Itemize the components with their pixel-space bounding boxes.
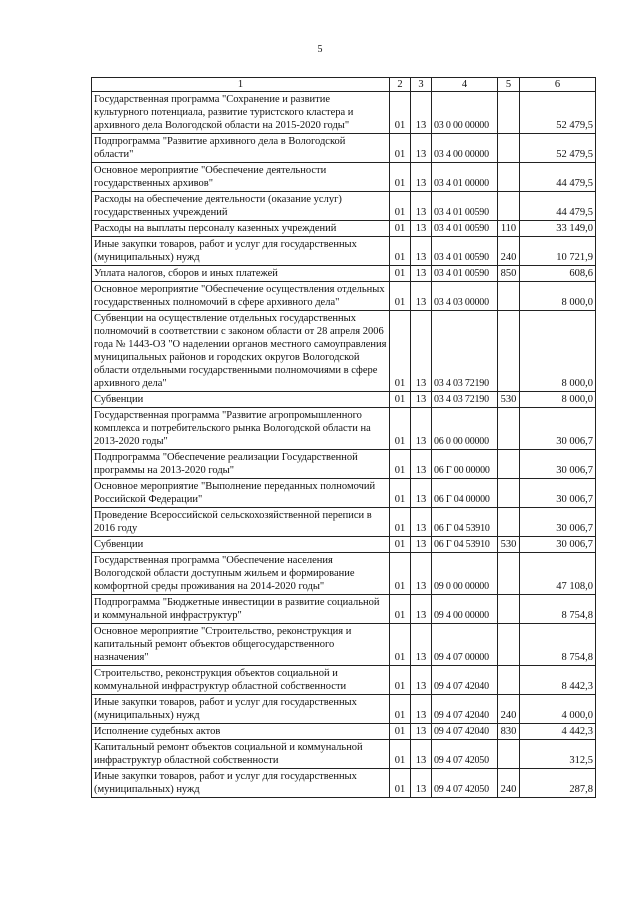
header-cell-sec: 3 — [411, 78, 432, 92]
row-section-cell: 13 — [411, 666, 432, 695]
row-gr-cell: 01 — [390, 537, 411, 553]
row-name-cell: Основное мероприятие "Строительство, реконструкция и капитальный ремонт объектов общегосударственного назначения" — [92, 624, 390, 666]
row-amount-cell: 4 000,0 — [520, 695, 596, 724]
row-csr-cell: 09 4 07 42050 — [432, 740, 498, 769]
header-cell-name: 1 — [92, 78, 390, 92]
row-section-cell: 13 — [411, 266, 432, 282]
row-section-cell: 13 — [411, 537, 432, 553]
row-amount-cell: 30 006,7 — [520, 479, 596, 508]
table-row — [92, 450, 596, 479]
header-cell-vr: 5 — [498, 78, 520, 92]
row-amount-cell: 608,6 — [520, 266, 596, 282]
row-vr-cell — [498, 508, 520, 537]
row-amount-cell: 287,8 — [520, 769, 596, 798]
row-name-cell: Уплата налогов, сборов и иных платежей — [92, 266, 390, 282]
row-gr-cell: 01 — [390, 479, 411, 508]
row-name-cell: Расходы на обеспечение деятельности (оказание услуг) государственных учреждений — [92, 192, 390, 221]
table-row — [92, 134, 596, 163]
row-csr-cell: 06 Г 04 00000 — [432, 479, 498, 508]
table-row — [92, 537, 596, 553]
table-row — [92, 163, 596, 192]
row-name-cell: Иные закупки товаров, работ и услуг для государственных (муниципальных) нужд — [92, 695, 390, 724]
row-csr-cell: 09 4 07 00000 — [432, 624, 498, 666]
row-name-cell: Расходы на выплаты персоналу казенных учреждений — [92, 221, 390, 237]
row-csr-cell: 03 0 00 00000 — [432, 92, 498, 134]
row-vr-cell — [498, 553, 520, 595]
row-gr-cell: 01 — [390, 408, 411, 450]
row-csr-cell: 06 Г 00 00000 — [432, 450, 498, 479]
row-name-cell: Субвенции — [92, 392, 390, 408]
row-gr-cell: 01 — [390, 624, 411, 666]
row-csr-cell: 09 4 07 42040 — [432, 666, 498, 695]
row-amount-cell: 8 000,0 — [520, 392, 596, 408]
row-name-cell: Основное мероприятие "Обеспечение деятельности государственных архивов" — [92, 163, 390, 192]
row-vr-cell — [498, 666, 520, 695]
row-section-cell: 13 — [411, 450, 432, 479]
table-row — [92, 266, 596, 282]
row-gr-cell: 01 — [390, 237, 411, 266]
row-amount-cell: 8 000,0 — [520, 282, 596, 311]
row-vr-cell: 530 — [498, 392, 520, 408]
row-amount-cell: 30 006,7 — [520, 508, 596, 537]
row-vr-cell: 850 — [498, 266, 520, 282]
row-section-cell: 13 — [411, 740, 432, 769]
row-vr-cell — [498, 595, 520, 624]
row-vr-cell: 240 — [498, 695, 520, 724]
row-gr-cell: 01 — [390, 192, 411, 221]
row-csr-cell: 09 0 00 00000 — [432, 553, 498, 595]
row-amount-cell: 8 754,8 — [520, 624, 596, 666]
header-cell-gr: 2 — [390, 78, 411, 92]
budget-table — [91, 77, 596, 798]
row-section-cell: 13 — [411, 724, 432, 740]
row-csr-cell: 03 4 03 00000 — [432, 282, 498, 311]
table-row — [92, 192, 596, 221]
row-name-cell: Строительство, реконструкция объектов социальной и коммунальной инфраструктур областной собственности — [92, 666, 390, 695]
row-gr-cell: 01 — [390, 769, 411, 798]
page-number: 5 — [317, 44, 323, 55]
row-vr-cell — [498, 740, 520, 769]
table-row — [92, 553, 596, 595]
row-amount-cell: 30 006,7 — [520, 537, 596, 553]
row-vr-cell — [498, 408, 520, 450]
row-section-cell: 13 — [411, 769, 432, 798]
row-vr-cell — [498, 450, 520, 479]
row-csr-cell: 03 4 03 72190 — [432, 392, 498, 408]
row-amount-cell: 44 479,5 — [520, 192, 596, 221]
row-name-cell: Субвенции — [92, 537, 390, 553]
row-csr-cell: 03 4 01 00000 — [432, 163, 498, 192]
row-csr-cell: 03 4 03 72190 — [432, 311, 498, 392]
header-row — [92, 78, 596, 92]
row-gr-cell: 01 — [390, 740, 411, 769]
row-section-cell: 13 — [411, 479, 432, 508]
row-csr-cell: 03 4 01 00590 — [432, 221, 498, 237]
table-row — [92, 311, 596, 392]
row-vr-cell: 240 — [498, 769, 520, 798]
row-amount-cell: 30 006,7 — [520, 408, 596, 450]
row-amount-cell: 33 149,0 — [520, 221, 596, 237]
row-name-cell: Государственная программа "Обеспечение населения Вологодской области доступным жильем и формирование комфортной среды проживания на 2014-2020 годы" — [92, 553, 390, 595]
row-csr-cell: 09 4 07 42050 — [432, 769, 498, 798]
row-gr-cell: 01 — [390, 450, 411, 479]
row-section-cell: 13 — [411, 311, 432, 392]
row-vr-cell — [498, 134, 520, 163]
row-section-cell: 13 — [411, 408, 432, 450]
table-row — [92, 624, 596, 666]
row-amount-cell: 52 479,5 — [520, 134, 596, 163]
table-row — [92, 282, 596, 311]
table-row — [92, 740, 596, 769]
row-csr-cell: 03 4 01 00590 — [432, 266, 498, 282]
row-vr-cell: 110 — [498, 221, 520, 237]
row-name-cell: Подпрограмма "Бюджетные инвестиции в развитие социальной и коммунальной инфраструктур" — [92, 595, 390, 624]
row-amount-cell: 52 479,5 — [520, 92, 596, 134]
row-name-cell: Подпрограмма "Развитие архивного дела в Вологодской области" — [92, 134, 390, 163]
row-amount-cell: 10 721,9 — [520, 237, 596, 266]
row-section-cell: 13 — [411, 282, 432, 311]
row-gr-cell: 01 — [390, 553, 411, 595]
row-gr-cell: 01 — [390, 134, 411, 163]
row-name-cell: Иные закупки товаров, работ и услуг для государственных (муниципальных) нужд — [92, 769, 390, 798]
row-csr-cell: 06 Г 04 53910 — [432, 537, 498, 553]
row-csr-cell: 06 0 00 00000 — [432, 408, 498, 450]
row-vr-cell — [498, 282, 520, 311]
row-csr-cell: 03 4 01 00590 — [432, 237, 498, 266]
row-section-cell: 13 — [411, 134, 432, 163]
table-row — [92, 479, 596, 508]
row-vr-cell — [498, 92, 520, 134]
table-row — [92, 237, 596, 266]
row-gr-cell: 01 — [390, 163, 411, 192]
header-cell-amount: 6 — [520, 78, 596, 92]
table-body — [92, 92, 596, 798]
row-vr-cell — [498, 479, 520, 508]
table-row — [92, 695, 596, 724]
header-cell-csr: 4 — [432, 78, 498, 92]
table-row — [92, 392, 596, 408]
row-gr-cell: 01 — [390, 595, 411, 624]
table-row — [92, 508, 596, 537]
row-csr-cell: 03 4 01 00590 — [432, 192, 498, 221]
table-row — [92, 724, 596, 740]
row-csr-cell: 03 4 00 00000 — [432, 134, 498, 163]
row-name-cell: Подпрограмма "Обеспечение реализации Государственной программы на 2013-2020 годы" — [92, 450, 390, 479]
row-gr-cell: 01 — [390, 311, 411, 392]
row-amount-cell: 312,5 — [520, 740, 596, 769]
row-amount-cell: 4 442,3 — [520, 724, 596, 740]
row-gr-cell: 01 — [390, 266, 411, 282]
row-csr-cell: 09 4 07 42040 — [432, 724, 498, 740]
table-row — [92, 666, 596, 695]
row-gr-cell: 01 — [390, 666, 411, 695]
row-vr-cell: 240 — [498, 237, 520, 266]
row-amount-cell: 8 754,8 — [520, 595, 596, 624]
row-gr-cell: 01 — [390, 221, 411, 237]
row-section-cell: 13 — [411, 163, 432, 192]
row-section-cell: 13 — [411, 624, 432, 666]
row-gr-cell: 01 — [390, 508, 411, 537]
row-name-cell: Капитальный ремонт объектов социальной и коммунальной инфраструктур областной собственности — [92, 740, 390, 769]
row-section-cell: 13 — [411, 695, 432, 724]
row-vr-cell — [498, 192, 520, 221]
row-section-cell: 13 — [411, 392, 432, 408]
row-name-cell: Исполнение судебных актов — [92, 724, 390, 740]
row-name-cell: Проведение Всероссийской сельскохозяйственной переписи в 2016 году — [92, 508, 390, 537]
row-vr-cell — [498, 311, 520, 392]
row-csr-cell: 09 4 00 00000 — [432, 595, 498, 624]
row-name-cell: Основное мероприятие "Выполнение переданных полномочий Российской Федерации" — [92, 479, 390, 508]
table-row — [92, 408, 596, 450]
row-gr-cell: 01 — [390, 282, 411, 311]
table-row — [92, 595, 596, 624]
row-amount-cell: 30 006,7 — [520, 450, 596, 479]
row-section-cell: 13 — [411, 553, 432, 595]
row-vr-cell: 530 — [498, 537, 520, 553]
row-name-cell: Иные закупки товаров, работ и услуг для государственных (муниципальных) нужд — [92, 237, 390, 266]
table-row — [92, 221, 596, 237]
row-amount-cell: 8 000,0 — [520, 311, 596, 392]
row-gr-cell: 01 — [390, 392, 411, 408]
row-name-cell: Основное мероприятие "Обеспечение осуществления отдельных государственных полномочий в сфере архивного дела" — [92, 282, 390, 311]
row-amount-cell: 8 442,3 — [520, 666, 596, 695]
row-name-cell: Субвенции на осуществление отдельных государственных полномочий в соответствии с законом области от 28 апреля 2006 года № 1443-ОЗ "О наделении органов местного самоуправления муниципальных районов и городских округов Вологодской области отдельными государственными полномочиями в сфере архивного дела" — [92, 311, 390, 392]
row-name-cell: Государственная программа "Сохранение и развитие культурного потенциала, развитие туристского кластера и архивного дела Вологодской области на 2015-2020 годы" — [92, 92, 390, 134]
row-amount-cell: 44 479,5 — [520, 163, 596, 192]
row-section-cell: 13 — [411, 92, 432, 134]
row-csr-cell: 06 Г 04 53910 — [432, 508, 498, 537]
table-row — [92, 769, 596, 798]
row-vr-cell — [498, 163, 520, 192]
row-section-cell: 13 — [411, 192, 432, 221]
table-header — [92, 78, 596, 92]
row-gr-cell: 01 — [390, 724, 411, 740]
row-section-cell: 13 — [411, 595, 432, 624]
row-gr-cell: 01 — [390, 695, 411, 724]
table-row — [92, 92, 596, 134]
row-csr-cell: 09 4 07 42040 — [432, 695, 498, 724]
row-gr-cell: 01 — [390, 92, 411, 134]
row-section-cell: 13 — [411, 221, 432, 237]
row-name-cell: Государственная программа "Развитие агропромышленного комплекса и потребительского рынка Вологодской области на 2013-2020 годы" — [92, 408, 390, 450]
row-section-cell: 13 — [411, 237, 432, 266]
row-vr-cell: 830 — [498, 724, 520, 740]
row-section-cell: 13 — [411, 508, 432, 537]
row-amount-cell: 47 108,0 — [520, 553, 596, 595]
row-vr-cell — [498, 624, 520, 666]
